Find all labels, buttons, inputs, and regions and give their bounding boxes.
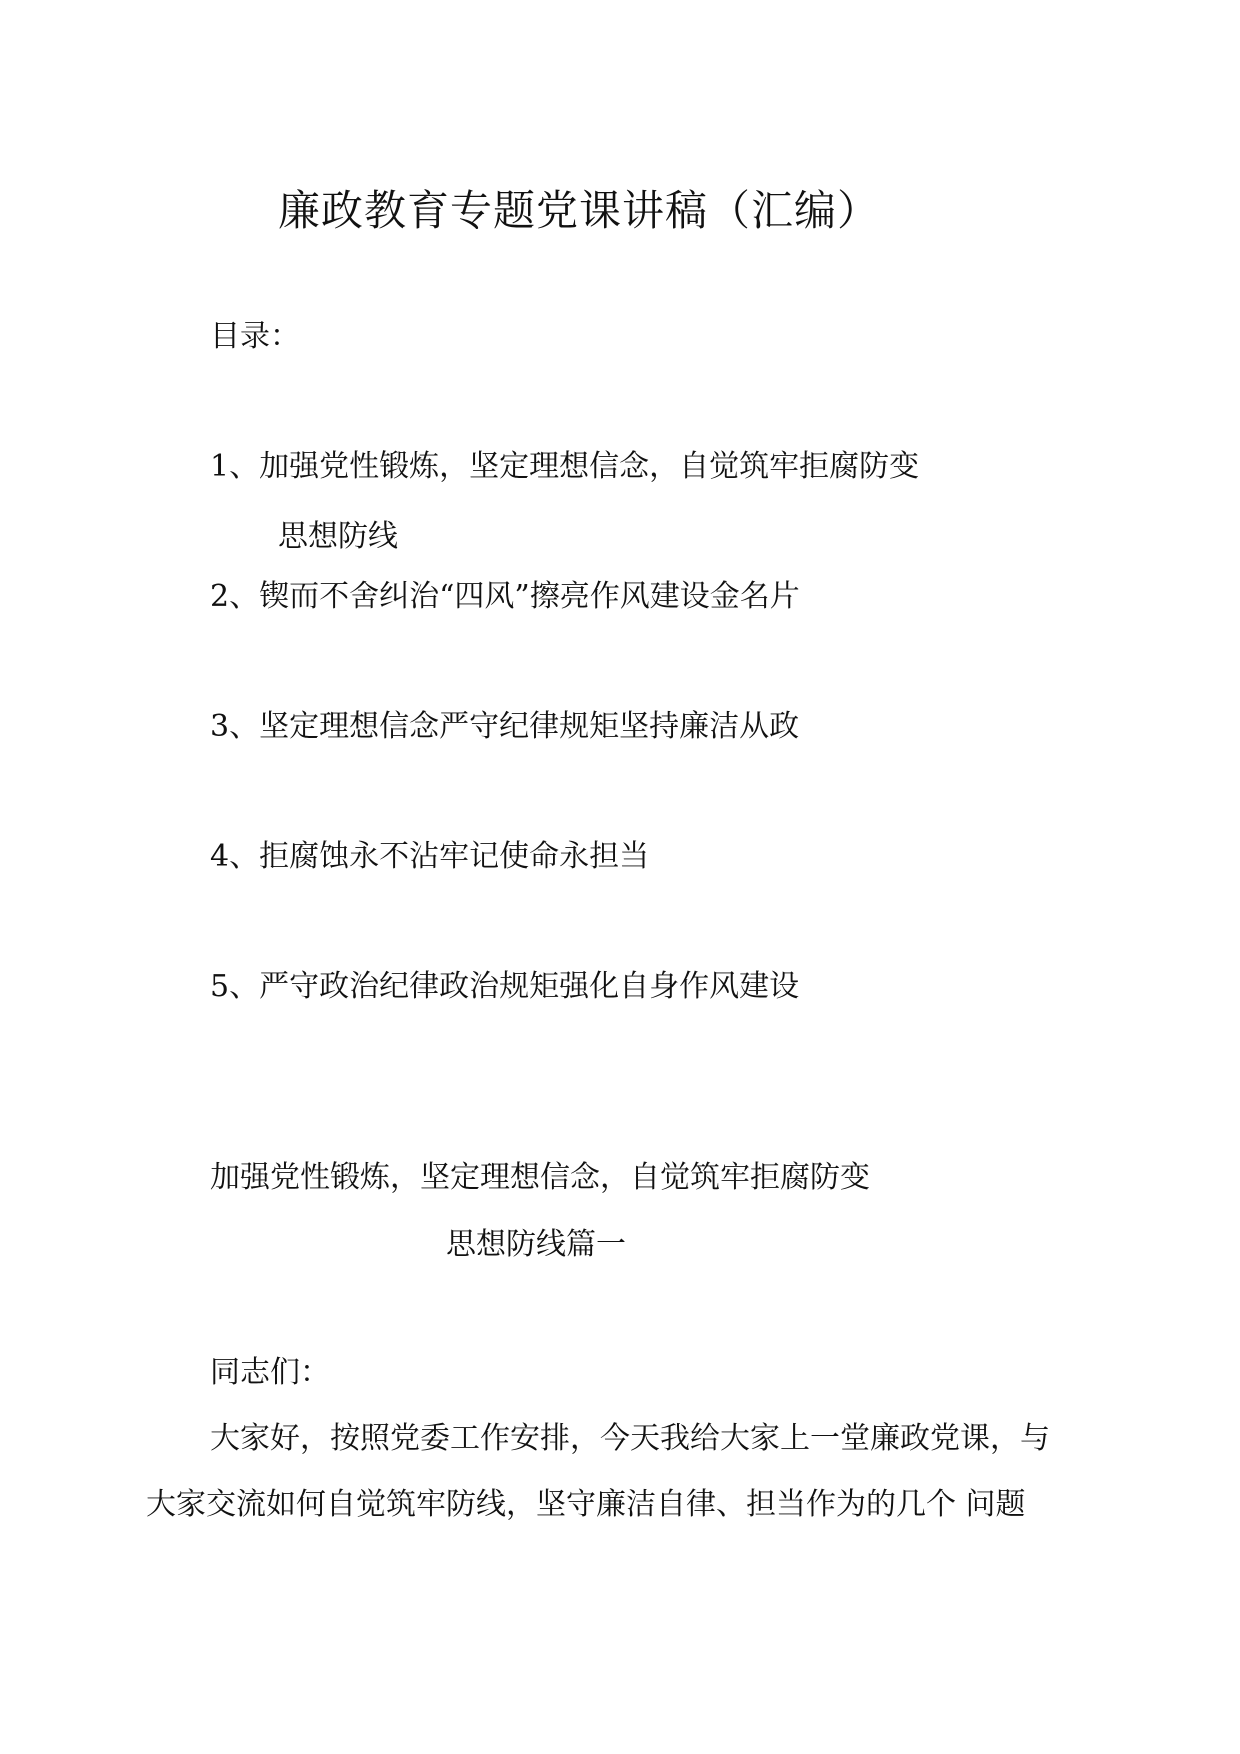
toc-item-5: 5、严守政治纪律政治规矩强化自身作风建设 xyxy=(210,969,800,1004)
toc-item-1-continuation: 思想防线 xyxy=(278,519,398,554)
section-heading-continuation: 思想防线篇一 xyxy=(446,1227,626,1262)
paragraph-line-1: 大家好，按照党委工作安排，今天我给大家上一堂廉政党课，与 xyxy=(210,1421,1050,1456)
toc-item-2: 2、锲而不舍纠治“四风”擦亮作风建设金名片 xyxy=(210,579,800,614)
document-title: 廉政教育专题党课讲稿（汇编） xyxy=(278,186,881,235)
toc-item-3: 3、坚定理想信念严守纪律规矩坚持廉洁从政 xyxy=(210,709,800,744)
greeting: 同志们： xyxy=(210,1355,330,1390)
toc-label: 目录： xyxy=(210,319,300,354)
toc-item-1: 1、加强党性锻炼，坚定理想信念，自觉筑牢拒腐防变 xyxy=(210,449,920,484)
paragraph-line-2: 大家交流如何自觉筑牢防线，坚守廉洁自律、担当作为的几个 问题 xyxy=(146,1487,1026,1522)
section-heading: 加强党性锻炼，坚定理想信念，自觉筑牢拒腐防变 xyxy=(210,1160,870,1195)
toc-item-4: 4、拒腐蚀永不沾牢记使命永担当 xyxy=(210,839,650,874)
